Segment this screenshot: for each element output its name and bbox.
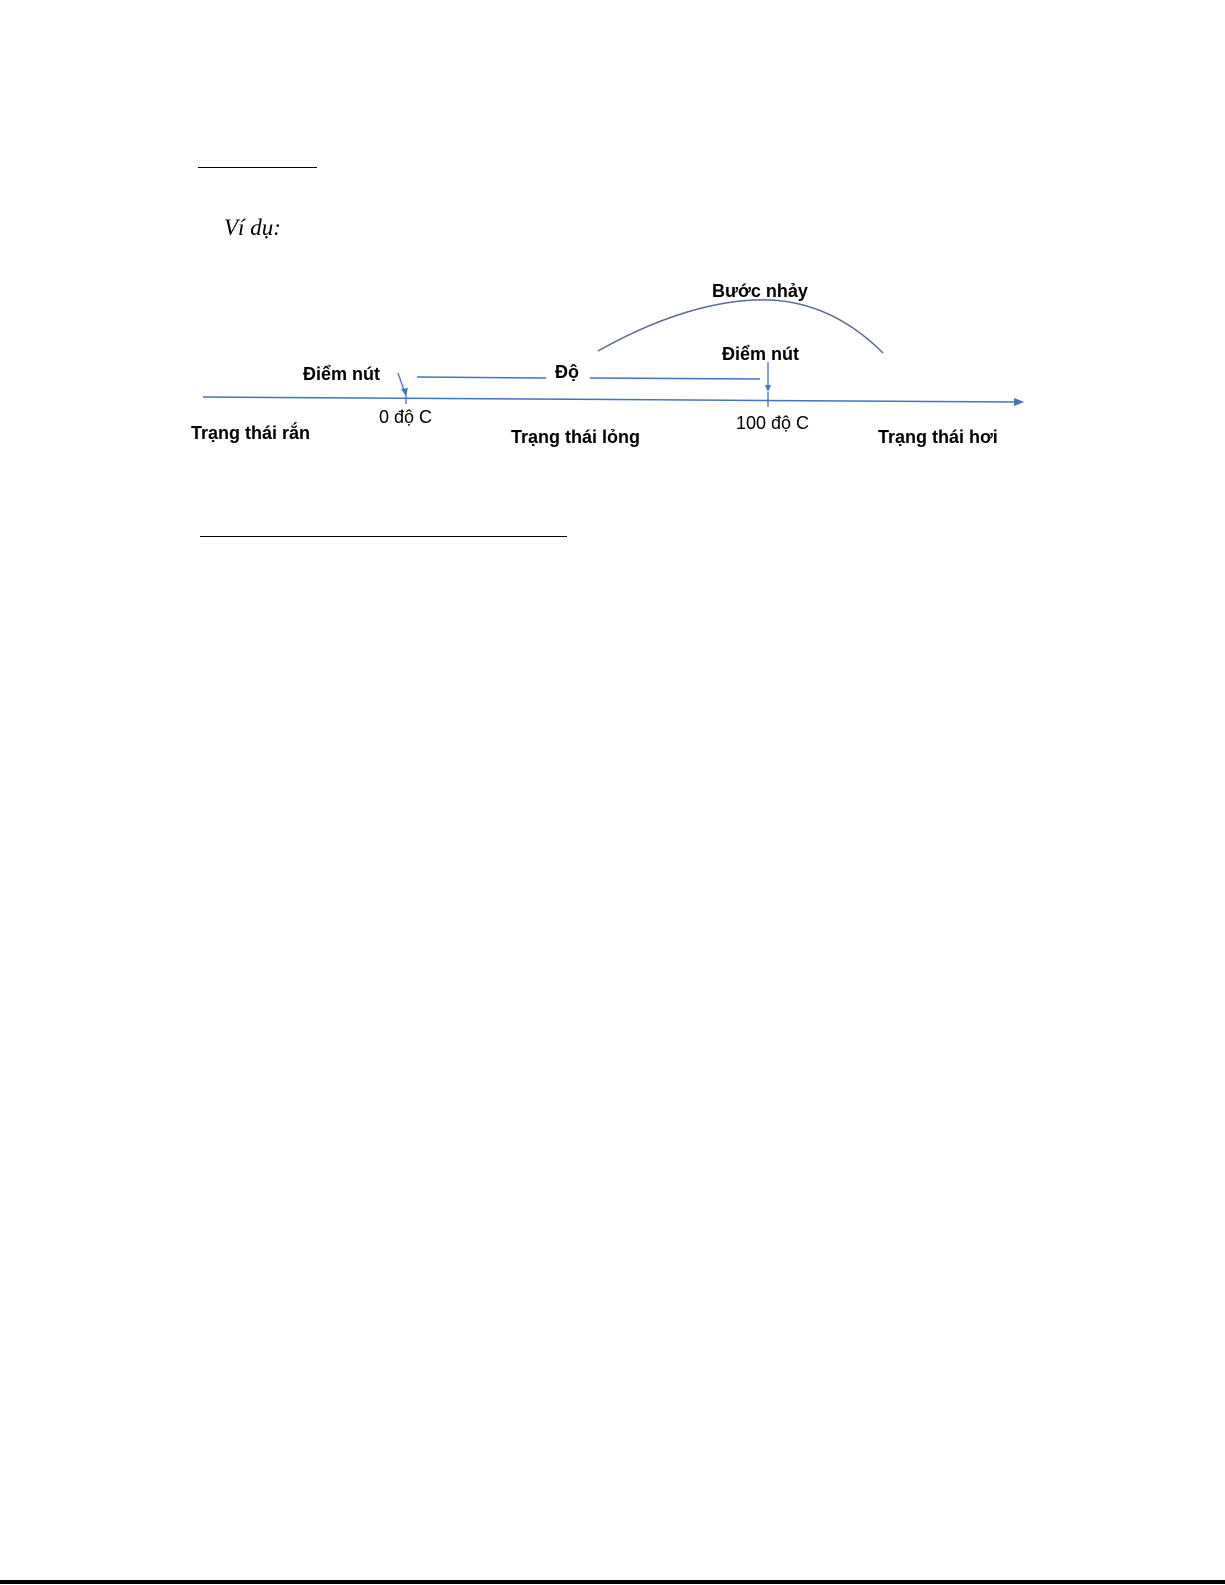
- degree-line-left: [417, 377, 546, 378]
- temp-label-left: 0 độ C: [379, 407, 433, 427]
- node-right-arrowhead: [765, 385, 771, 392]
- node-label-left: Điểm nút: [303, 364, 381, 384]
- example-label: Ví dụ:: [224, 215, 281, 240]
- node-left-arrowhead: [401, 388, 408, 396]
- degree-label: Độ: [555, 362, 579, 382]
- axis-arrowhead: [1014, 398, 1024, 406]
- phase-transition-diagram: [0, 0, 1225, 520]
- node-label-right: Điểm nút: [722, 344, 800, 364]
- axis-line: [203, 397, 1016, 402]
- state-liquid-label: Trạng thái lỏng: [511, 427, 640, 447]
- page-bottom-border: [0, 1580, 1225, 1584]
- section-underline-middle: [200, 536, 567, 537]
- degree-line-right: [590, 378, 760, 379]
- temp-label-right: 100 độ C: [736, 413, 810, 433]
- state-solid-label: Trạng thái rắn: [191, 423, 311, 443]
- state-vapor-label: Trạng thái hơi: [878, 427, 998, 447]
- jump-label: Bước nhảy: [712, 281, 808, 301]
